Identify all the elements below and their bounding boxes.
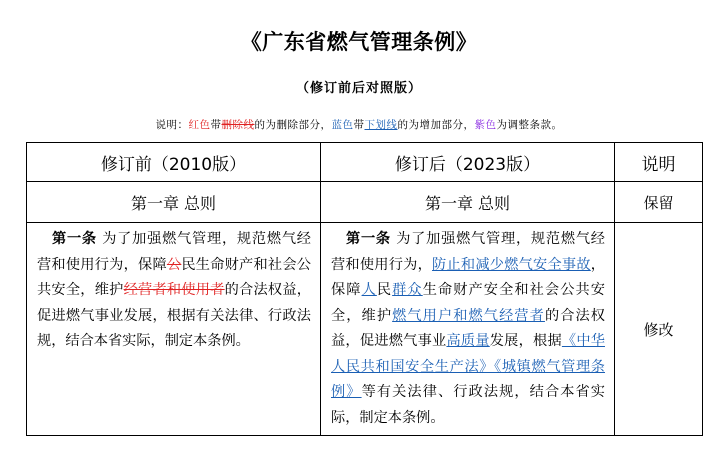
article-new-label: 第一条 [345, 231, 391, 247]
document-subtitle: （修订前后对照版） [295, 81, 422, 96]
legend-prefix: 说明： [155, 119, 189, 131]
article-new-span: 民 [376, 282, 393, 298]
legend-suffix: 为调整条款。 [496, 119, 563, 131]
article-old-span: 民生命财产和社会公共安全，维护 [37, 256, 311, 298]
article-old-cell [27, 223, 321, 436]
article-new-cell [321, 223, 615, 436]
article-old-text [27, 223, 320, 359]
header-row [27, 143, 703, 182]
legend-dai-1: 带 [210, 119, 222, 131]
article-new-text [321, 223, 614, 435]
chapter-old: 第一章 总则 [27, 182, 321, 223]
inserted-text: 高质量 [446, 333, 490, 349]
legend-purple-word: 紫色 [474, 119, 497, 131]
chapter-new: 第一章 总则 [321, 182, 615, 223]
article-old-span: 为了加强燃气管理，规范燃气经营和使用行为，保障 [37, 231, 311, 273]
legend-note [0, 117, 718, 132]
legend-dai-2: 带 [353, 119, 365, 131]
header-new-version: 修订后（2023版） [321, 143, 615, 182]
document-title: 《广东省燃气管理条例》 [240, 29, 478, 54]
inserted-text: 燃气用户和燃气经营者 [392, 307, 545, 324]
legend-underline-sample: 下划线 [364, 119, 398, 131]
inserted-text: 《中华人民共和国安全生产法》《城镇燃气管理条例》 [331, 333, 605, 400]
legend-blue-word: 蓝色 [331, 119, 354, 131]
deleted-text: 经营者和使用者 [123, 282, 225, 298]
article-new-span: 的合法权益，促进燃气事业 [331, 307, 605, 349]
chapter-note: 保留 [615, 182, 703, 223]
inserted-text: 群众 [392, 282, 423, 298]
legend-mid-2: 的为增加部分， [397, 119, 475, 131]
legend-mid-1: 的为删除部分， [254, 119, 332, 131]
legend-red-word: 红色 [188, 119, 211, 131]
article-new-span: 为了加强燃气管理，规范燃气经营和使用行为， [331, 231, 605, 273]
article-old-label: 第一条 [51, 231, 97, 247]
article-old-span: 的合法权益，促进燃气事业发展，根据有关法律、行政法规，结合本省实际，制定本条例。 [37, 282, 311, 349]
article-new-span: 生命财产安全和社会公共安全，维护 [331, 282, 605, 324]
article-new-span: 发展，根据 [489, 333, 562, 349]
deleted-text: 公 [166, 256, 182, 273]
chapter-row [27, 182, 703, 223]
article-note: 修改 [615, 223, 703, 436]
header-note: 说明 [615, 143, 703, 182]
inserted-text: 人 [361, 282, 377, 298]
legend-deletion-sample: 删除线 [221, 119, 255, 131]
inserted-text: 防止和减少燃气安全事故 [432, 256, 591, 273]
article-new-span: 等有关法律、行政法规，结合本省实际，制定本条例。 [331, 384, 605, 426]
article-new-span: ，保障 [331, 256, 605, 298]
comparison-table [26, 142, 703, 436]
article-row [27, 223, 703, 436]
header-old-version: 修订前（2010版） [27, 143, 321, 182]
